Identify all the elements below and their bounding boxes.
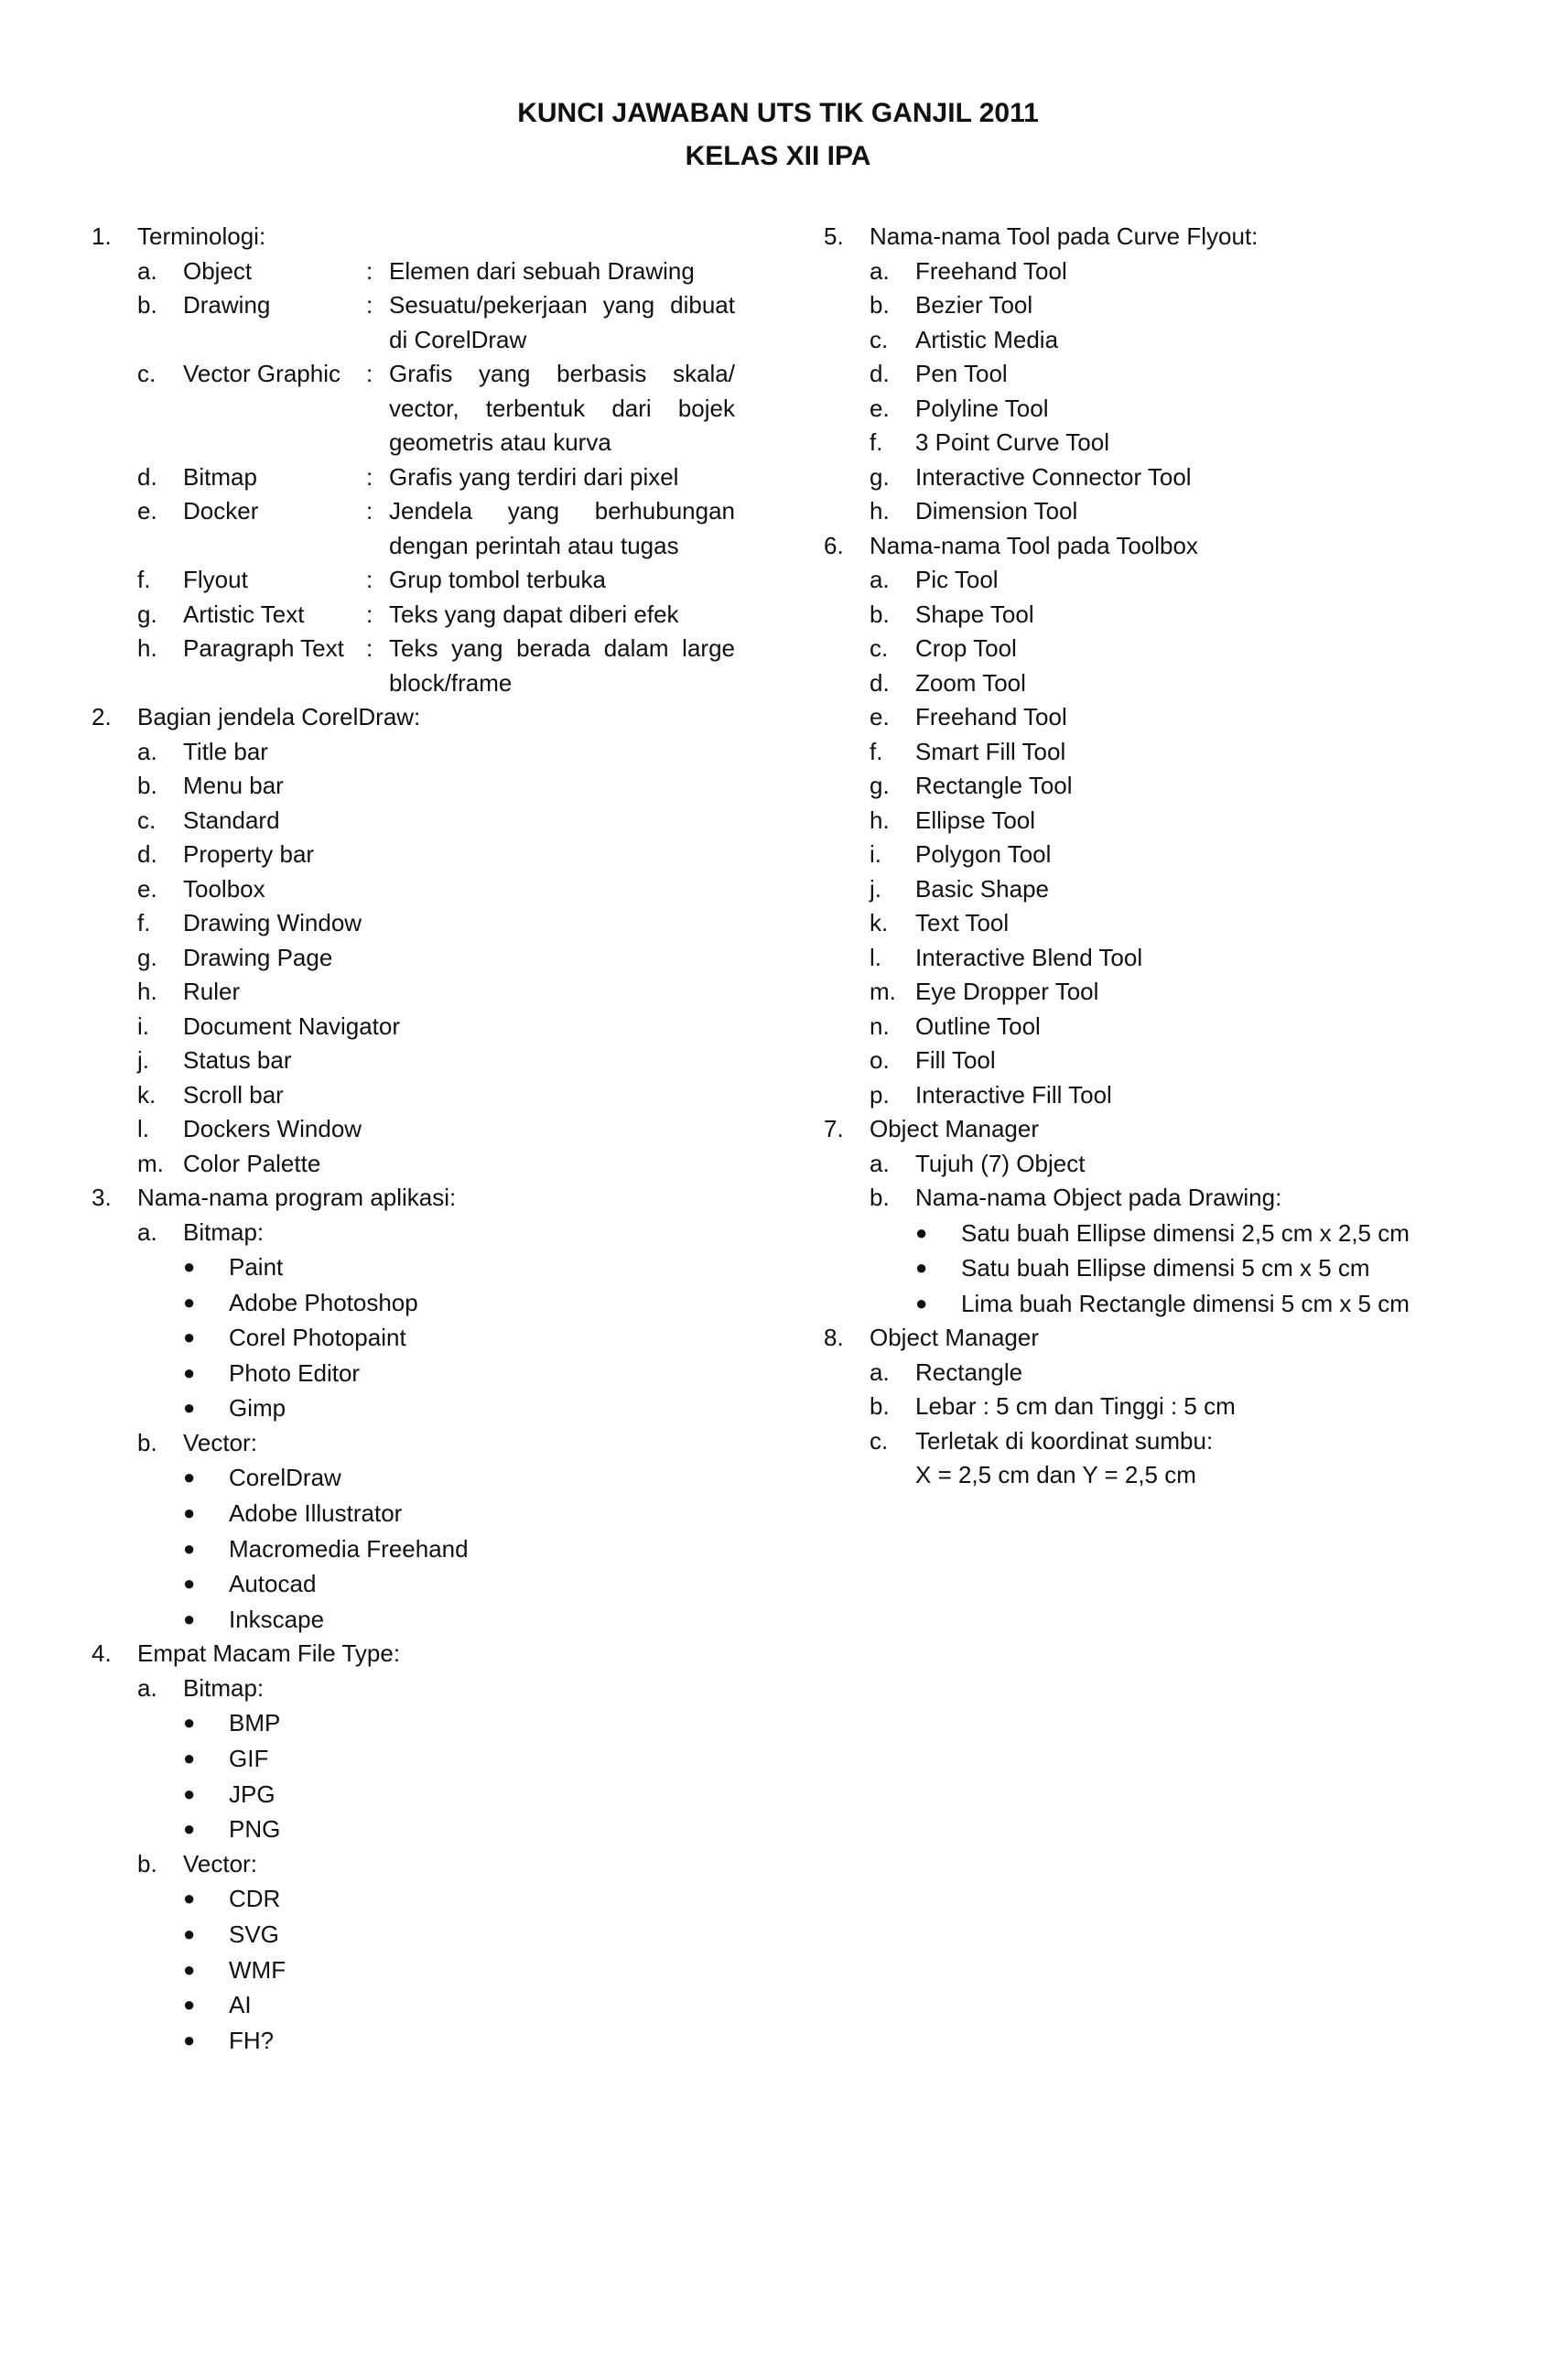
list-item xyxy=(824,975,1483,1010)
bullet-text: Gimp xyxy=(229,1394,286,1423)
bullet-text: Paint xyxy=(229,1253,284,1281)
item-letter: h. xyxy=(137,978,157,1005)
section-1-heading xyxy=(92,220,751,254)
term-label: Object xyxy=(183,256,253,285)
item-text: Eye Dropper Tool xyxy=(915,978,1099,1005)
item-letter: k. xyxy=(137,1080,157,1109)
item-letter: b. xyxy=(870,600,890,628)
item-text: Interactive Fill Tool xyxy=(915,1080,1112,1109)
item-text: Nama-nama Object pada Drawing: xyxy=(915,1184,1282,1211)
item-letter: c. xyxy=(870,325,889,353)
list-item xyxy=(824,632,1483,666)
list-item xyxy=(824,563,1483,598)
bullet-text: Corel Photopaint xyxy=(229,1324,406,1352)
list-item xyxy=(824,460,1483,495)
bullet-item xyxy=(92,1812,751,1847)
item-text: Pen Tool xyxy=(915,360,1008,387)
item-text: Drawing Window xyxy=(183,909,362,936)
term-definition: Teks yang berada dalam large block/frame xyxy=(389,634,735,697)
document-subtitle: KELAS XII IPA xyxy=(685,141,871,171)
item-letter: a. xyxy=(870,256,890,285)
section-title: Object Manager xyxy=(870,1324,1039,1352)
bullet-icon: ● xyxy=(183,1360,196,1384)
item-letter: b. xyxy=(870,1392,890,1421)
bullet-item xyxy=(92,1777,751,1812)
list-item xyxy=(824,254,1483,289)
item-text: Polyline Tool xyxy=(915,394,1049,422)
item-letter: f. xyxy=(137,909,151,936)
section-title: Nama-nama program aplikasi: xyxy=(137,1184,457,1211)
list-item xyxy=(824,426,1483,460)
term-colon: : xyxy=(366,462,373,491)
bullet-item xyxy=(92,1531,751,1567)
section-title: Bagian jendela CorelDraw: xyxy=(137,703,421,730)
item-letter: g. xyxy=(137,600,157,628)
item-letter: d. xyxy=(137,840,157,868)
section-number: 8. xyxy=(824,1324,844,1352)
item-letter: b. xyxy=(137,772,157,799)
list-item xyxy=(824,598,1483,633)
item-letter: n. xyxy=(870,1012,890,1040)
list-item xyxy=(824,941,1483,976)
item-letter: f. xyxy=(870,428,883,456)
bullet-text: Autocad xyxy=(229,1570,317,1598)
list-item xyxy=(92,838,751,872)
item-letter: p. xyxy=(870,1080,890,1109)
item-letter: e. xyxy=(137,874,157,903)
term-item xyxy=(92,288,751,357)
term-label: Flyout xyxy=(183,566,248,593)
bullet-item xyxy=(92,1250,751,1285)
item-letter: a. xyxy=(137,256,157,285)
item-text: Dimension Tool xyxy=(915,497,1078,525)
subsection-heading xyxy=(92,1426,751,1461)
bullet-item xyxy=(92,1566,751,1602)
bullet-item xyxy=(92,1705,751,1741)
list-item xyxy=(92,1078,751,1113)
bullet-icon: ● xyxy=(183,1887,196,1910)
item-letter: m. xyxy=(137,1149,164,1177)
item-text: Title bar xyxy=(183,737,268,765)
term-definition: Grup tombol terbuka xyxy=(389,566,607,593)
item-letter: d. xyxy=(870,360,890,387)
term-item xyxy=(92,460,751,495)
item-letter: b. xyxy=(870,291,890,319)
list-item xyxy=(824,906,1483,941)
list-item xyxy=(824,804,1483,838)
list-item xyxy=(824,1390,1483,1424)
item-text: Polygon Tool xyxy=(915,840,1052,868)
list-item xyxy=(92,975,751,1010)
bullet-item xyxy=(92,1356,751,1391)
term-colon: : xyxy=(366,291,373,319)
bullet-icon: ● xyxy=(183,1572,196,1596)
bullet-icon: ● xyxy=(183,1396,196,1420)
bullet-text: CorelDraw xyxy=(229,1464,341,1492)
subsection-title: Vector: xyxy=(183,1428,257,1456)
item-text: X = 2,5 cm dan Y = 2,5 cm xyxy=(915,1461,1196,1489)
item-letter: l. xyxy=(137,1115,149,1142)
item-text: Crop Tool xyxy=(915,634,1017,662)
item-letter: b. xyxy=(137,1428,157,1456)
list-item-continuation xyxy=(824,1458,1483,1493)
bullet-icon: ● xyxy=(183,1747,196,1770)
item-text: Shape Tool xyxy=(915,600,1034,628)
section-8-heading xyxy=(824,1321,1483,1356)
item-letter: g. xyxy=(870,462,890,491)
item-letter: c. xyxy=(137,360,157,387)
bullet-text: Satu buah Ellipse dimensi 5 cm x 5 cm xyxy=(961,1254,1370,1282)
term-definition: Grafis yang berbasis skala/ vector, terbentuk dari bojek geometris atau kurva xyxy=(389,360,735,456)
item-letter: d. xyxy=(137,462,157,491)
term-colon: : xyxy=(366,634,373,662)
list-item xyxy=(824,1424,1483,1459)
term-definition: Sesuatu/pekerjaan yang dibuat di CorelDraw xyxy=(389,291,735,353)
section-number: 5. xyxy=(824,222,844,250)
term-colon: : xyxy=(366,360,373,387)
bullet-item xyxy=(92,1881,751,1917)
bullet-item xyxy=(824,1250,1483,1286)
bullet-item xyxy=(824,1286,1483,1322)
subsection-heading xyxy=(92,1216,751,1250)
bullet-item xyxy=(92,1741,751,1777)
item-letter: d. xyxy=(870,668,890,697)
list-item xyxy=(92,735,751,770)
item-text: Freehand Tool xyxy=(915,703,1067,730)
section-title: Nama-nama Tool pada Toolbox xyxy=(870,531,1198,559)
item-letter: a. xyxy=(870,1149,890,1177)
item-text: Document Navigator xyxy=(183,1012,400,1040)
section-6-heading xyxy=(824,529,1483,564)
list-item xyxy=(92,804,751,838)
item-text: Basic Shape xyxy=(915,874,1049,903)
item-letter: f. xyxy=(137,566,151,593)
subsection-heading xyxy=(92,1671,751,1706)
item-text: Outline Tool xyxy=(915,1012,1041,1040)
item-text: Fill Tool xyxy=(915,1046,996,1074)
item-text: Bezier Tool xyxy=(915,291,1033,319)
bullet-icon: ● xyxy=(183,1993,196,2017)
list-item xyxy=(92,1112,751,1147)
item-text: Terletak di koordinat sumbu: xyxy=(915,1426,1214,1455)
item-text: Standard xyxy=(183,806,280,834)
item-letter: b. xyxy=(137,1849,157,1877)
term-definition: Elemen dari sebuah Drawing xyxy=(389,256,695,285)
left-column xyxy=(92,220,751,2058)
bullet-icon: ● xyxy=(183,1290,196,1314)
item-text: Dockers Window xyxy=(183,1115,362,1142)
bullet-icon: ● xyxy=(183,1606,196,1630)
list-item xyxy=(824,392,1483,427)
section-title: Object Manager xyxy=(870,1115,1039,1142)
bullet-item xyxy=(92,1285,751,1321)
bullet-item xyxy=(92,2023,751,2059)
bullet-icon: ● xyxy=(183,2028,196,2051)
item-letter: c. xyxy=(137,806,157,834)
bullet-item xyxy=(92,1496,751,1531)
item-text: Text Tool xyxy=(915,909,1010,936)
bullet-icon: ● xyxy=(183,1817,196,1841)
list-item xyxy=(824,872,1483,907)
list-item xyxy=(824,1181,1483,1216)
list-item xyxy=(92,872,751,907)
section-number: 7. xyxy=(824,1115,844,1142)
subsection-heading xyxy=(92,1847,751,1882)
item-letter: b. xyxy=(870,1184,890,1211)
item-letter: o. xyxy=(870,1046,890,1074)
term-item xyxy=(92,563,751,598)
item-letter: k. xyxy=(870,909,889,936)
list-item xyxy=(824,769,1483,804)
bullet-text: AI xyxy=(229,1991,252,2019)
list-item xyxy=(92,1044,751,1078)
bullet-text: JPG xyxy=(229,1780,276,1808)
term-definition: Teks yang dapat diberi efek xyxy=(389,600,679,628)
list-item xyxy=(92,1147,751,1182)
item-text: Scroll bar xyxy=(183,1080,284,1109)
bullet-icon: ● xyxy=(915,1256,928,1280)
list-item xyxy=(824,838,1483,872)
item-text: Drawing Page xyxy=(183,943,333,971)
bullet-text: GIF xyxy=(229,1745,269,1773)
bullet-icon: ● xyxy=(183,1255,196,1278)
item-letter: h. xyxy=(870,806,890,834)
section-4-heading xyxy=(92,1637,751,1671)
item-letter: c. xyxy=(870,1426,889,1455)
item-letter: a. xyxy=(137,1217,157,1246)
term-label: Bitmap xyxy=(183,462,257,491)
section-7-heading xyxy=(824,1112,1483,1147)
list-item xyxy=(824,288,1483,323)
section-title: Nama-nama Tool pada Curve Flyout: xyxy=(870,222,1259,250)
subsection-title: Bitmap: xyxy=(183,1217,265,1246)
item-letter: c. xyxy=(870,634,889,662)
section-2-heading xyxy=(92,700,751,735)
subsection-title: Bitmap: xyxy=(183,1673,265,1702)
bullet-icon: ● xyxy=(183,1536,196,1560)
section-number: 4. xyxy=(92,1639,112,1668)
item-letter: l. xyxy=(870,943,881,971)
item-text: Artistic Media xyxy=(915,325,1059,353)
term-item xyxy=(92,254,751,289)
term-colon: : xyxy=(366,256,373,285)
list-item xyxy=(824,1010,1483,1044)
section-title: Terminologi: xyxy=(137,222,266,250)
term-label: Artistic Text xyxy=(183,600,305,628)
bullet-item xyxy=(92,1390,751,1426)
item-text: Toolbox xyxy=(183,874,265,903)
list-item xyxy=(824,323,1483,358)
section-3-heading xyxy=(92,1181,751,1216)
item-letter: e. xyxy=(137,497,157,525)
list-item xyxy=(824,1147,1483,1182)
bullet-item xyxy=(92,1602,751,1638)
bullet-text: Adobe Photoshop xyxy=(229,1288,418,1316)
bullet-text: Macromedia Freehand xyxy=(229,1534,469,1563)
bullet-item xyxy=(92,1953,751,1988)
item-text: Pic Tool xyxy=(915,566,999,593)
item-text: Lebar : 5 cm dan Tinggi : 5 cm xyxy=(915,1392,1236,1421)
term-colon: : xyxy=(366,497,373,525)
item-letter: j. xyxy=(137,1046,149,1074)
item-letter: h. xyxy=(137,634,157,662)
bullet-text: Adobe Illustrator xyxy=(229,1499,403,1528)
list-item xyxy=(824,1044,1483,1078)
section-number: 2. xyxy=(92,703,112,730)
section-number: 6. xyxy=(824,531,844,559)
item-letter: e. xyxy=(870,394,890,422)
document-title: KUNCI JAWABAN UTS TIK GANJIL 2011 xyxy=(517,98,1039,128)
item-letter: j. xyxy=(870,874,881,903)
bullet-text: Photo Editor xyxy=(229,1358,361,1387)
bullet-icon: ● xyxy=(183,1325,196,1349)
bullet-text: BMP xyxy=(229,1709,281,1737)
list-item xyxy=(824,735,1483,770)
bullet-icon: ● xyxy=(183,1957,196,1981)
item-text: Rectangle Tool xyxy=(915,772,1073,799)
bullet-icon: ● xyxy=(183,1711,196,1735)
list-item xyxy=(92,906,751,941)
term-label: Docker xyxy=(183,497,259,525)
bullet-item xyxy=(92,1987,751,2023)
item-letter: m. xyxy=(870,978,896,1005)
item-text: Rectangle xyxy=(915,1358,1023,1386)
bullet-text: FH? xyxy=(229,2026,275,2054)
bullet-icon: ● xyxy=(915,1220,928,1244)
bullet-item xyxy=(92,1460,751,1496)
list-item xyxy=(824,1078,1483,1113)
term-label: Paragraph Text xyxy=(183,634,344,662)
section-number: 3. xyxy=(92,1184,112,1211)
bullet-text: WMF xyxy=(229,1955,286,1984)
term-item xyxy=(92,598,751,633)
term-definition: Jendela yang berhubungan dengan perintah atau tugas xyxy=(389,497,735,559)
item-letter: a. xyxy=(870,566,890,593)
bullet-icon: ● xyxy=(183,1501,196,1525)
item-text: Property bar xyxy=(183,840,315,868)
section-title: Empat Macam File Type: xyxy=(137,1639,401,1668)
item-letter: i. xyxy=(137,1012,149,1040)
item-letter: b. xyxy=(137,291,157,319)
item-text: Tujuh (7) Object xyxy=(915,1149,1086,1177)
item-text: Status bar xyxy=(183,1046,292,1074)
bullet-icon: ● xyxy=(183,1781,196,1805)
item-text: Ellipse Tool xyxy=(915,806,1036,834)
item-letter: a. xyxy=(137,737,157,765)
right-column xyxy=(824,220,1483,1493)
term-item xyxy=(92,357,751,460)
item-text: 3 Point Curve Tool xyxy=(915,428,1109,456)
term-label: Vector Graphic xyxy=(183,360,340,387)
bullet-text: CDR xyxy=(229,1885,281,1913)
item-text: Zoom Tool xyxy=(915,668,1026,697)
bullet-item xyxy=(824,1216,1483,1251)
item-letter: a. xyxy=(870,1358,890,1386)
item-letter: e. xyxy=(870,703,890,730)
bullet-icon: ● xyxy=(183,1466,196,1489)
item-letter: g. xyxy=(870,772,890,799)
item-letter: h. xyxy=(870,497,890,525)
term-label: Drawing xyxy=(183,291,271,319)
bullet-text: PNG xyxy=(229,1815,281,1844)
list-item xyxy=(92,941,751,976)
item-text: Smart Fill Tool xyxy=(915,737,1066,765)
item-text: Interactive Blend Tool xyxy=(915,943,1143,971)
bullet-text: Inkscape xyxy=(229,1605,325,1633)
list-item xyxy=(824,666,1483,701)
term-item xyxy=(92,632,751,700)
item-letter: g. xyxy=(137,943,157,971)
item-text: Menu bar xyxy=(183,772,284,799)
item-letter: i. xyxy=(870,840,881,868)
bullet-icon: ● xyxy=(183,1921,196,1945)
list-item xyxy=(824,700,1483,735)
bullet-item xyxy=(92,1320,751,1356)
item-text: Color Palette xyxy=(183,1149,321,1177)
bullet-text: Satu buah Ellipse dimensi 2,5 cm x 2,5 cm xyxy=(961,1218,1410,1247)
list-item xyxy=(824,1356,1483,1390)
bullet-icon: ● xyxy=(915,1291,928,1314)
bullet-text: Lima buah Rectangle dimensi 5 cm x 5 cm xyxy=(961,1289,1410,1317)
subsection-title: Vector: xyxy=(183,1849,257,1877)
list-item xyxy=(92,769,751,804)
term-colon: : xyxy=(366,600,373,628)
section-5-heading xyxy=(824,220,1483,254)
term-colon: : xyxy=(366,566,373,593)
item-letter: f. xyxy=(870,737,883,765)
term-definition: Grafis yang terdiri dari pixel xyxy=(389,462,679,491)
item-letter: a. xyxy=(137,1673,157,1702)
term-item xyxy=(92,494,751,563)
list-item xyxy=(824,494,1483,529)
list-item xyxy=(92,1010,751,1044)
item-text: Interactive Connector Tool xyxy=(915,462,1192,491)
item-text: Ruler xyxy=(183,978,241,1005)
section-number: 1. xyxy=(92,222,112,250)
item-text: Freehand Tool xyxy=(915,256,1067,285)
list-item xyxy=(824,357,1483,392)
bullet-text: SVG xyxy=(229,1920,279,1948)
bullet-item xyxy=(92,1917,751,1953)
